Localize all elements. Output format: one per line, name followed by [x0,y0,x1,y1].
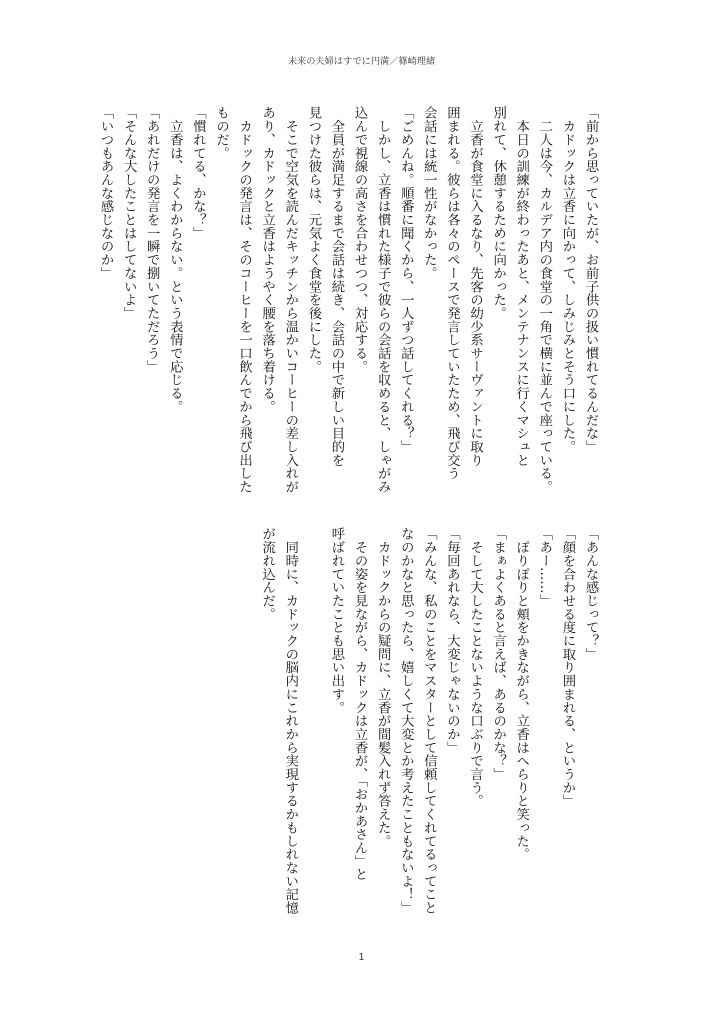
text-line: 立香は、よくわからない。という表情で応じる。 [167,106,183,414]
text-line: 「みんな、私のことをマスターとして信頼してくれてるってこと [421,527,437,915]
text-line: 二人は今、カルデア内の食堂の一角で横に並んで座っている。 [536,106,552,494]
text-line: 「慣れてる、かな？」 [190,106,206,240]
text-line: そこで空気を読んだキッチンから温かいコーヒーの差し入れが [282,106,298,494]
text-line: 会話には統一性がなかった。 [421,106,437,280]
text-line: しかし、立香は慣れた様子で彼らの会話を収めると、しゃがみ [375,106,391,494]
text-line: ものだ。 [213,106,229,160]
text-line: カドックは立香に向かって、しみじみとそう口にした。 [559,106,575,454]
text-line: 「あんな感じって？」 [583,527,598,661]
text-line: 「毎回あれなら、大変じゃないのか」 [444,527,460,754]
text-line: 別れて、休憩するために向かった。 [490,106,506,320]
text-line: 本日の訓練が終わったあと、メンテナンスに行くマシュと [513,106,529,467]
text-line: 囲まれる。彼らは各々のペースで発言していたため、飛び交う [444,106,460,480]
text-line: 「あれだけの発言を一瞬で捌いてただろう」 [144,106,160,373]
lower-text-block [256,527,602,917]
running-header: 未来の夫婦はすでに円満／篠崎理緒 [287,56,436,67]
text-line: 込んで視線の高さを合わせつつ、対応する。 [352,106,368,373]
text-line: そして大したことないような口ぶりで言う。 [467,527,483,808]
upper-text-block [94,106,602,496]
blank-line [302,527,325,917]
text-line: 「あー……」 [536,527,552,608]
text-line: 「まぁよくあると言えば、あるのかな？」 [490,527,506,781]
text-line: カドックからの疑問に、立香が間髪入れず答えた。 [375,527,391,848]
text-line: 「そんな大したことはしてないよ」 [121,106,137,320]
text-line: ぽりぽりと頬をかきながら、立香はへらりと笑った。 [513,527,529,861]
text-line: が流れ込んだ。 [259,527,275,621]
text-line: 「ごめんね。順番に聞くから、一人ずつ話してくれる？」 [398,106,414,454]
text-line: 見つけた彼らは、元気よく食堂を後にした。 [305,106,321,373]
text-line: その姿を見ながら、カドックは立香が、「おかあさん」と [352,527,368,881]
text-line: 「前から思っていたが、お前子供の扱い慣れてるんだな」 [583,106,598,454]
text-line: なのかなと思ったら、嬉しくて大変とか考えたこともないよ！」 [398,527,414,915]
text-line: 呼ばれていたことも思い出す。 [328,527,344,714]
text-line: カドックの発言は、そのコーヒーを一口飲んでから飛び出した [236,106,252,494]
text-line: 全員が満足するまで会話は続き、会話の中で新しい目的を [328,106,344,467]
text-line: 同時に、カドックの脳内にこれから実現するかもしれない記憶 [282,527,298,915]
page-number: 1 [358,952,365,963]
text-line: 「顔を合わせる度に取り囲まれる、というか」 [559,527,575,808]
text-line: 立香が食堂に入るなり、先客の幼少系サーヴァントに取り [467,106,483,467]
text-line: 「いつもあんな感じなのか」 [98,106,114,280]
text-line: あり、カドックと立香はようやく腰を落ち着ける。 [259,106,275,414]
